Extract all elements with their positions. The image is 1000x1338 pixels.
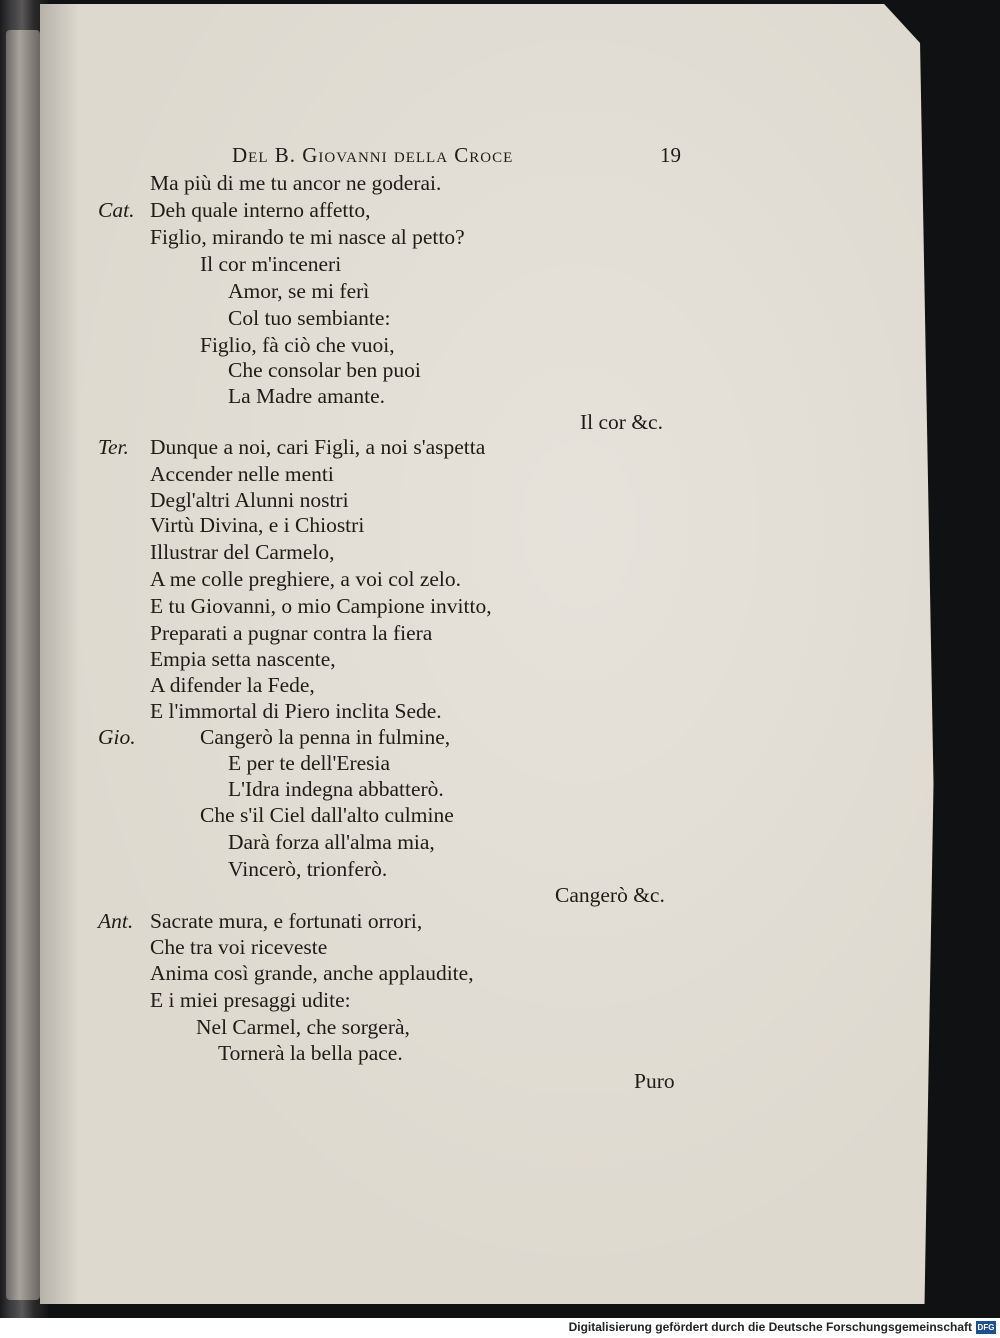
verse-line: Vincerò, trionferò. bbox=[228, 857, 388, 881]
speaker-label: Ant. bbox=[98, 909, 134, 933]
dfg-logo: DFG bbox=[977, 1323, 995, 1332]
verse-line: Amor, se mi ferì bbox=[228, 279, 370, 303]
verse-line: A difender la Fede, bbox=[150, 673, 315, 697]
verse-line: Preparati a pugnar contra la fiera bbox=[150, 621, 433, 645]
page-number: 19 bbox=[660, 143, 681, 167]
verse-line: Il cor m'inceneri bbox=[200, 252, 342, 276]
verse-line: Figlio, fà ciò che vuoi, bbox=[200, 333, 395, 357]
speaker-label: Ter. bbox=[98, 435, 129, 459]
footer-credit: Digitalisierung gefördert durch die Deutsche Forschungsgemeinschaft bbox=[568, 1320, 972, 1334]
speaker-label: Cat. bbox=[98, 198, 135, 222]
verse-line: Darà forza all'alma mia, bbox=[228, 830, 435, 854]
verse-line: E tu Giovanni, o mio Campione invitto, bbox=[150, 594, 492, 618]
verse-line: Deh quale interno affetto, bbox=[150, 198, 371, 222]
verse-line: Che s'il Ciel dall'alto culmine bbox=[200, 803, 454, 827]
verse-line: Ma più di me tu ancor ne goderai. bbox=[150, 171, 442, 195]
verse-line: Accender nelle menti bbox=[150, 462, 334, 486]
catchword: Puro bbox=[634, 1069, 675, 1093]
verse-line: Sacrate mura, e fortunati orrori, bbox=[150, 909, 423, 933]
verse-line: Tornerà la bella pace. bbox=[218, 1041, 403, 1065]
verse-line: Empia setta nascente, bbox=[150, 647, 336, 671]
verse-line: Nel Carmel, che sorgerà, bbox=[196, 1015, 410, 1039]
verse-line: Anima così grande, anche applaudite, bbox=[150, 961, 474, 985]
verse-line: Cangerò la penna in fulmine, bbox=[200, 725, 451, 749]
verse-line: E l'immortal di Piero inclita Sede. bbox=[150, 699, 442, 723]
verse-line: Col tuo sembiante: bbox=[228, 306, 391, 330]
verse-line: La Madre amante. bbox=[228, 384, 385, 408]
verse-line: L'Idra indegna abbatterò. bbox=[228, 777, 444, 801]
refrain-cue: Il cor &c. bbox=[580, 410, 663, 434]
verse-line: Illustrar del Carmelo, bbox=[150, 540, 335, 564]
refrain-cue: Cangerò &c. bbox=[555, 883, 665, 907]
verse-line: E i miei presaggi udite: bbox=[150, 988, 351, 1012]
footer-bar bbox=[0, 1318, 1000, 1338]
verse-line: Che tra voi riceveste bbox=[150, 935, 328, 959]
speaker-label: Gio. bbox=[98, 725, 136, 749]
verse-line: Dunque a noi, cari Figli, a noi s'aspetta bbox=[150, 435, 486, 459]
verse-line: A me colle preghiere, a voi col zelo. bbox=[150, 567, 462, 591]
verse-line: Che consolar ben puoi bbox=[228, 358, 421, 382]
verse-line: Virtù Divina, e i Chiostri bbox=[150, 513, 365, 537]
verse-line: E per te dell'Eresia bbox=[228, 751, 391, 775]
running-head: Del B. Giovanni della Croce bbox=[232, 143, 514, 167]
verse-line: Degl'altri Alunni nostri bbox=[150, 488, 349, 512]
verse-line: Figlio, mirando te mi nasce al petto? bbox=[150, 225, 465, 249]
